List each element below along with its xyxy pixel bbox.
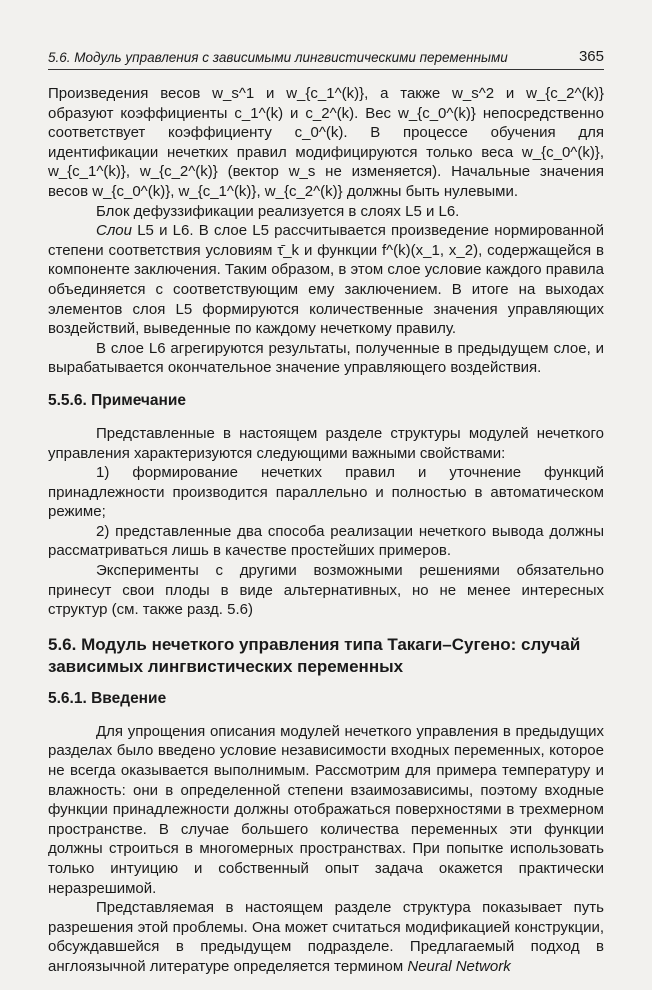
paragraph-approach bbox=[48, 898, 604, 976]
layers-text: L5 и L6. В слое L5 рассчитывается произведение нормированной степени соответствия условиям τ̄_k и функции f^(k)(x_1, x_2), содержащейся в компоненте заключения. Таким образом, в этом слое условие каждого правила объединяется с соответствующим ему заключением. В итоге на выходах элементов слоя L5 формируются количественные значения управляющих воздействий, выведенные по каждому нечеткому правилу. bbox=[48, 222, 604, 338]
paragraph-introduction: Для упрощения описания модулей нечеткого управления в предыдущих разделах было введено условие независимости входных переменных, которое не всегда оказывается выполнимым. Рассмотрим для примера температуру и влажность: они в определенной степени взаимозависимы, поэтому входные функции принадлежности должны отображаться поверхностями в трехмерном пространстве. В случае большего количества переменных эти функции должны строиться в многомерных пространствах. При попытке использовать только интуицию и собственный опыт задача окажется практически неразрешимой. bbox=[48, 722, 604, 897]
running-header bbox=[48, 48, 604, 70]
paragraph-defuzzification: Блок дефуззификации реализуется в слоях L5 и L6. bbox=[96, 202, 460, 220]
approach-term: Neural Network bbox=[407, 957, 511, 975]
paragraph-note-intro: Представленные в настоящем разделе структуры модулей нечеткого управления характеризуются следующими важными свойствами: bbox=[48, 424, 604, 462]
approach-text: Представляемая в настоящем разделе структура показывает путь разрешения этой проблемы. Она может считаться модификацией конструкции, обсуждавшейся в предыдущем подразделе. Предлагаемый подход в англоязычной литературе определяется термином bbox=[48, 899, 604, 975]
heading-5-6-1: 5.6.1. Введение bbox=[48, 689, 167, 707]
paragraph-layer-l6: В слое L6 агрегируются результаты, полученные в предыдущем слое, и вырабатывается окончательное значение управляющего воздействия. bbox=[48, 339, 604, 377]
running-header-title: 5.6. Модуль управления с зависимыми лингвистическими переменными bbox=[48, 50, 508, 65]
note-item-2: 2) представленные два способа реализации нечеткого вывода должны рассматриваться лишь в качестве простейших примеров. bbox=[48, 522, 604, 560]
heading-5-6: 5.6. Модуль нечеткого управления типа Такаги–Сугено: случай зависимых лингвистических переменных bbox=[48, 634, 581, 676]
paragraph-layers-l5-l6 bbox=[48, 221, 604, 339]
paragraph-weights: Произведения весов w_s^1 и w_{c_1^(k)}, а также w_s^2 и w_{c_2^(k)} образуют коэффициенты c_1^(k) и c_2^(k). Вес w_{c_0^(k)} непосредственно соответствует коэффициенту c_0^(k). В процессе обучения для идентификации нечетких правил модифицируются только веса w_{c_0^(k)}, w_{c_1^(k)}, w_{c_2^(k)} (вектор w_s не изменяется). Начальные значения весов w_{c_0^(k)}, w_{c_1^(k)}, w_{c_2^(k)} должны быть нулевыми. bbox=[48, 85, 604, 200]
heading-5-5-6: 5.5.6. Примечание bbox=[48, 391, 187, 409]
note-item-1: 1) формирование нечетких правил и уточнение функций принадлежности производится параллельно и полностью в автоматическом режиме; bbox=[48, 464, 604, 521]
layers-lead: Слои bbox=[96, 222, 132, 240]
paragraph-experiments: Эксперименты с другими возможными решениями обязательно принесут свои плоды в виде альтернативных, но не менее интересных структур (см. также разд. 5.6) bbox=[48, 562, 604, 619]
page-number: 365 bbox=[578, 48, 604, 65]
